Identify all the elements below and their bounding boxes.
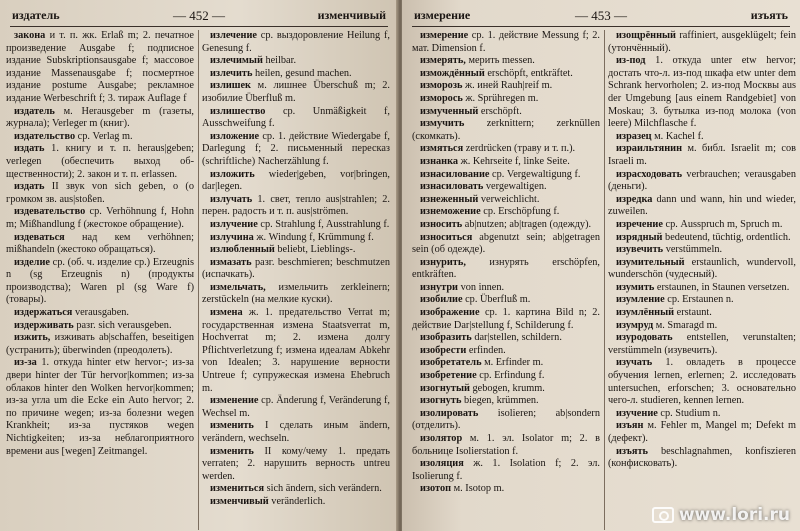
right-page-header [414,8,788,24]
dictionary-entry: изумруд м. Smaragd m. [616,319,718,331]
dictionary-entry: изощрённый raffiniert, ausgeklügelt; fein (утончённый). [608,30,796,54]
left-page-header [12,8,386,24]
dictionary-entry: излечить heilen, gesund machen. [210,67,352,79]
dictionary-entry: изменить I сделать иным ändern, verändern, wechseln. [202,420,390,444]
left-guide-word-start: издатель [12,8,60,22]
dictionary-entry: излюбленный beliebt, Lieblings-. [210,244,356,256]
watermark-text: www.lori.ru [678,505,790,525]
dictionary-entry: изрядный bedeutend, tüchtig, ordentlich. [616,231,791,243]
left-page-number: — 452 — [173,8,225,23]
dictionary-entry: измена ж. 1. предательство Verrat m; государственная измена Staatsverrat m, Hochverrat m; 2. измена долгу Pflichtverletzung f; измена идеалам Abkehr von Idealen; 3. нарушение верности Untreue f; супружеская измена Ehebruch m. [202,307,390,394]
dictionary-entry: издать II звук von sich geben, o (о громком зв. aus|stoßen. [6,181,194,205]
dictionary-entry: изобретатель м. Erfinder m. [420,357,544,369]
left-column-2 [202,30,390,530]
dictionary-entry: изречение ср. Ausspruch m, Spruch m. [616,218,783,230]
dictionary-entry: изумление ср. Erstaunen n. [616,294,734,306]
dictionary-entry: изразец м. Kachel f. [616,130,704,142]
dictionary-entry: издеваться над кем verhöhnen; mißhandeln (жестоко обращаться). [6,231,194,256]
dictionary-entry: измерять, мерить messen. [420,55,535,67]
dictionary-entry: из-за 1. откуда hinter etw hervor-; из-за двери hinter der Tür hervor|kommen; из-за облаков hinter den Wolken hervor|kommen; из-за угла um die Ecke ein Auto hervor; 2. по причине wegen; из-за болезни wegen Krankheit; из-за пустяков wegen Nichtigkeiten; из-за неблагоприятного времени aus [wegen] Zeitmangel. [6,357,194,457]
dictionary-entry: измельчать, измельчить zerkleinern; zerstückeln (на мелкие куски). [202,281,390,306]
dictionary-entry: измазать разг. beschmieren; beschmutzen (испачкать). [202,256,390,281]
dictionary-entry: излечение ср. выздоровление Heilung f, Genesung f. [202,30,390,54]
left-guide-word-end: изменчивый [317,8,386,22]
dictionary-entry: изморозь ж. иней Rauh|reif m. [420,80,553,92]
dictionary-entry: израильтянин м. библ. Israelit m; сов Israeli m. [608,143,796,167]
dictionary-entry: изолятор м. 1. эл. Isolator m; 2. в больнице Isolierstation f. [412,433,600,457]
dictionary-entry: изменить II кому/чему 1. предать verraten; 2. нарушить верность untreu werden. [202,445,390,482]
right-guide-word-start: измерение [414,8,471,22]
dictionary-entry: изувечить verstümmeln. [616,244,723,256]
dictionary-entry: измученный erschöpft. [420,105,522,117]
dictionary-entry: изогнутый gebogen, krumm. [420,382,545,394]
dictionary-entry: излучина ж. Windung f, Krümmung f. [210,231,374,243]
dictionary-entry: излучать 1. свет, тепло aus|strahlen; 2. перен. радость и т. п. aus|strömen. [202,193,390,218]
dictionary-entry: изолировать isolieren; ab|sondern (отделить). [412,407,600,432]
dictionary-entry: изобилие ср. Überfluß m. [420,294,531,306]
dictionary-entry: закона и т. п. жк. Erlaß m; 2. печатное произведение Ausgabe f; подписное издание Subskriptionsausgabe f; массовое издание Massenausgabe f; посмертное издание postume Ausgabe; рекламное издание Werbeschrift f; 3. тираж Auflage f [6,30,194,104]
dictionary-entry: изъян м. Fehler m, Mangel m; Defekt m (дефект). [608,420,796,444]
camera-icon [652,507,674,523]
dictionary-entry: из-под 1. откуда unter etw hervor; достать что-л. из-под шкафа etw unter dem Schrank hervorholen; 2. из-под Москвы aus der Umgebung [aus einem Randgebiet] von Moskau; 3. бутылка из-под молока (von leere) Milchflasche f. [608,55,796,130]
dictionary-entry: издевательство ср. Verhöhnung f, Hohn m; Mißhandlung f (жестокое обращение). [6,206,194,230]
dictionary-entry: излишек м. лишнее Überschuß m; 2. изобилие Überfluß m. [202,80,390,104]
dictionary-entry: изнеженный verweichlicht. [420,193,540,205]
dictionary-entry: износиться abgenutzt sein; ab|getragen sein (об одежде). [412,231,600,256]
dictionary-entry: изморось ж. Sprühregen m. [420,92,539,104]
right-column-2 [608,30,796,530]
dictionary-entry: изучение ср. Studium n. [616,407,721,419]
right-guide-word-end: изъять [750,8,788,22]
dictionary-entry: изнеможение ср. Erschöpfung f. [420,206,560,218]
dictionary-entry: изнасилование ср. Vergewaltigung f. [420,168,581,180]
dictionary-entry: изменение ср. Änderung f, Veränderung f, Wechsel m. [202,395,390,419]
dictionary-entry: издать 1. книгу и т. п. heraus|geben; verlegen (обеспечить выход об-щественности); 2. закон и т. п. erlassen. [6,143,194,180]
dictionary-entry: измождённый erschöpft, entkräftet. [420,67,573,79]
dictionary-entry: изобразить dar|stellen, schildern. [420,332,562,344]
dictionary-entry: издатель м. Herausgeber m (газеты, журнала); Verleger m (книг). [6,105,194,130]
dictionary-entry: измяться zerdrücken (траву и т. п.). [420,143,576,155]
dictionary-entry: изобрести erfinden. [420,344,506,356]
right-header-rule [412,26,790,27]
right-column-1 [412,30,600,530]
dictionary-entry: изумительный erstaunlich, wundervoll, wunderschön (чудесный). [608,256,796,281]
left-page [0,0,398,531]
dictionary-entry: измучить zerknittern; zerknüllen (скомкать). [412,118,600,142]
dictionary-entry: изжить, изживать ab|schaffen, beseitigen (устранить); überwinden (преодолеть). [6,332,194,356]
dictionary-entry: изнасиловать vergewaltigen. [420,181,547,193]
dictionary-entry: излучение ср. Strahlung f, Ausstrahlung f. [210,218,390,230]
dictionary-entry: излишество ср. Unmäßigkeit f, Ausschweifung f. [202,105,390,130]
left-column-divider [198,30,199,530]
dictionary-entry: изнанка ж. Kehrseite f, linke Seite. [420,155,570,167]
dictionary-entry: издательство ср. Verlag m. [14,130,133,142]
dictionary-entry: изотоп м. Isotop m. [420,483,505,495]
left-header-rule [10,26,388,27]
dictionary-entry: измерение ср. 1. действие Messung f; 2. мат. Dimension f. [412,30,600,54]
dictionary-entry: изделие ср. (об. ч. изделие ср.) Erzeugnis n (sg Erzeugnis n) (продукты производства); Waren pl (sg Ware f) (товары). [6,256,194,306]
dictionary-entry: изучать 1. овладеть в процессе обучения lernen, erlernen; 2. исследовать untersuchen, erforschen; 3. основательно чего-л. studieren, kennen lernen. [608,357,796,407]
right-page-number: — 453 — [575,8,627,23]
right-page [402,0,800,531]
dictionary-entry: изогнуть biegen, krümmen. [420,395,539,407]
dictionary-entry: изобретение ср. Erfindung f. [420,370,545,382]
watermark [652,505,790,525]
dictionary-entry: израсходовать verbrauchen; verausgaben (деньги). [608,168,796,193]
dictionary-entry: изумить erstaunen, in Staunen versetzen. [616,281,790,293]
dictionary-entry: изоляция ж. 1. Isolation f; 2. эл. Isolierung f. [412,458,600,482]
dictionary-entry: изъять beschlagnahmen, konfiszieren (конфисковать). [608,445,796,470]
right-column-divider [604,30,605,530]
dictionary-entry: издержаться verausgaben. [14,307,129,319]
dictionary-entry: изображение ср. 1. картина Bild n; 2. действие Dar|stellung f, Schilderung f. [412,307,600,331]
dictionary-entry: изнурить, изнурять erschöpfen, entkräften. [412,256,600,281]
dictionary-entry: изложение ср. 1. действие Wiedergabe f, Darlegung f; 2. письменный пересказ (schriftliche) Nacherzählung f. [202,130,390,167]
dictionary-entry: изуродовать entstellen, verunstalten; verstümmeln (изувечить). [608,332,796,356]
dictionary-entry: издерживать разг. sich verausgeben. [14,319,172,331]
dictionary-entry: изнутри von innen. [420,281,505,293]
dictionary-entry: измениться sich ändern, sich verändern. [210,483,382,495]
left-column-1 [6,30,194,530]
dictionary-entry: излечимый heilbar. [210,55,297,67]
dictionary-entry: изредка dann und wann, hin und wieder, zuweilen. [608,193,796,218]
dictionary-entry: изложить wieder|geben, vor|bringen, dar|legen. [202,168,390,193]
dictionary-entry: изумлённый erstaunt. [616,307,712,319]
dictionary-entry: износить ab|nutzen; ab|tragen (одежду). [420,218,592,230]
dictionary-entry: изменчивый veränderlich. [210,495,326,507]
